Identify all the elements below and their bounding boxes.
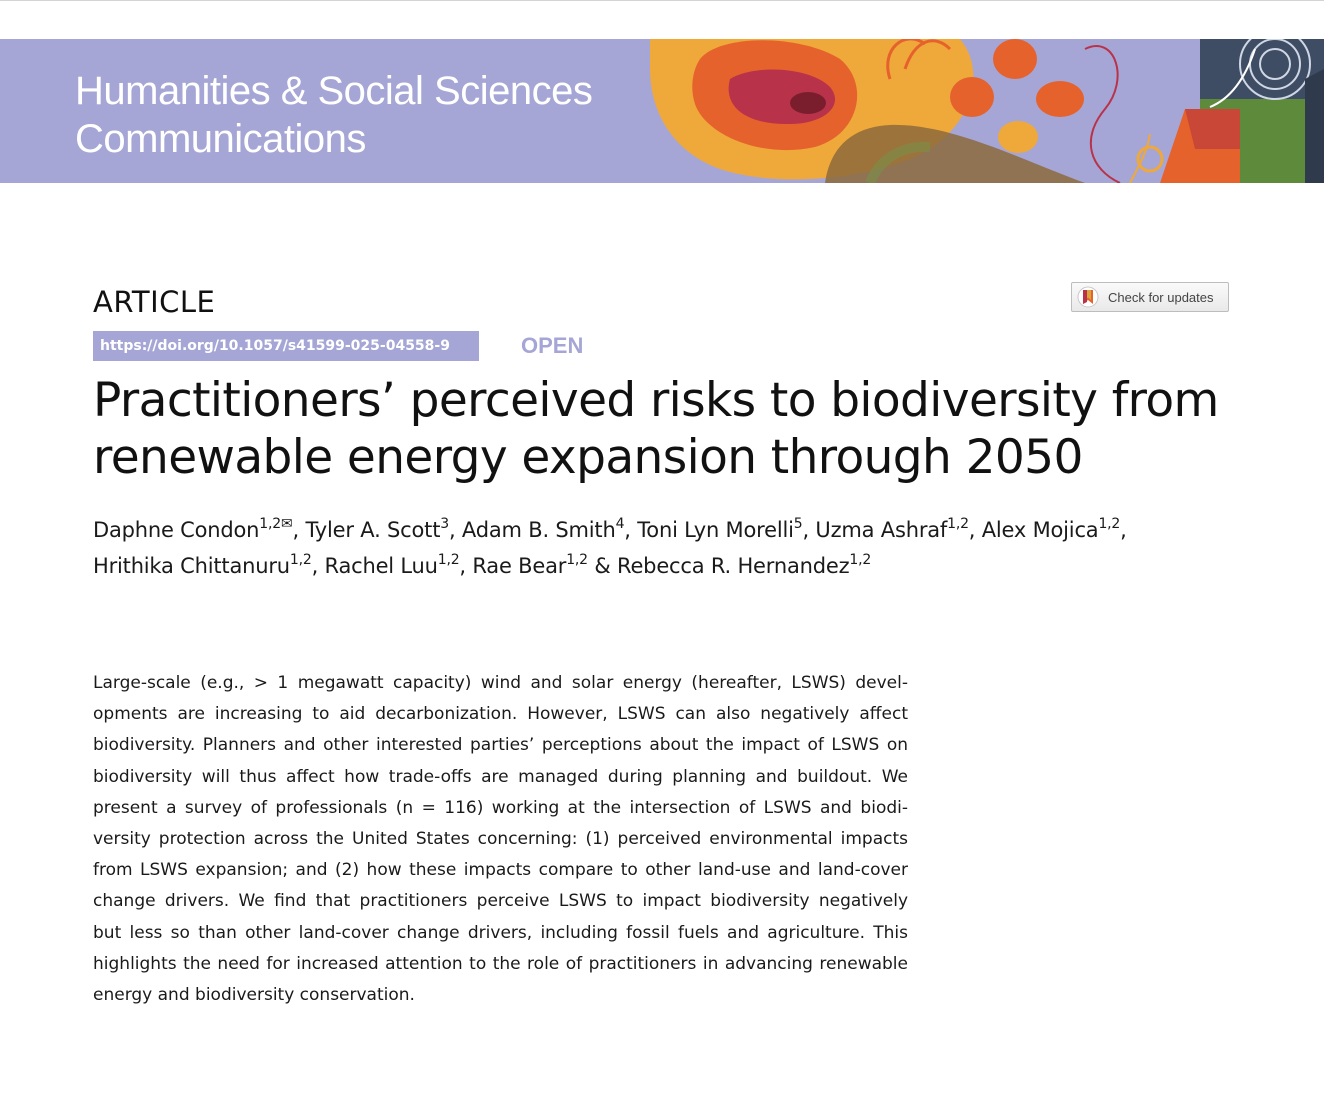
doi-link[interactable]: https://doi.org/10.1057/s41599-025-04558-9: [93, 331, 479, 361]
abstract-line: highlights the need for increased attention to the role of practitioners in advancing renewable: [93, 953, 908, 974]
author-affiliation: 1,2: [289, 552, 312, 568]
abstract-line: biodiversity will thus affect how trade-offs are managed during planning and buildout. We: [93, 766, 908, 787]
title-line-2: renewable energy expansion through 2050: [93, 430, 1083, 485]
author-affiliation: 5: [793, 516, 803, 532]
check-for-updates-button[interactable]: [1071, 282, 1229, 312]
envelope-icon[interactable]: ✉: [280, 516, 293, 532]
title-line-1: Practitioners’ perceived risks to biodiversity from: [93, 373, 1219, 428]
abstract-line: biodiversity. Planners and other interested parties’ perceptions about the impact of LSWS on: [93, 735, 908, 756]
author-affiliation: 1,2: [259, 516, 281, 532]
abstract-line: but less so than other land-cover change drivers, including fossil fuels and agriculture. This: [93, 922, 908, 943]
author-name[interactable]: Uzma Ashraf: [815, 518, 948, 542]
abstract-line: versity protection across the United States concerning: (1) perceived environmental impacts: [93, 829, 908, 850]
open-access-label: OPEN: [521, 333, 584, 358]
abstract: [93, 668, 908, 1011]
bookmark-update-icon: [1077, 286, 1099, 308]
author-affiliation: 1,2: [1098, 516, 1121, 532]
abstract-line: from LSWS expansion; and (2) how these impacts compare to other land-use and land-cover: [93, 860, 908, 881]
author-affiliation: 4: [615, 516, 625, 532]
author-name[interactable]: Rae Bear: [472, 554, 567, 578]
abstract-line: opments are increasing to aid decarbonization. However, LSWS can also negatively affect: [93, 704, 908, 725]
journal-banner: [0, 39, 1324, 183]
author-line-2: Hrithika Chittanuru$^{1,2}$, Rachel Luu$^{1,2}$, Rae Bear$^{1,2}$ & Rebecca R. Hernandez$^{1,2}$: [93, 552, 872, 578]
abstract-line: energy and biodiversity conservation.: [93, 985, 415, 1006]
top-divider: [0, 0, 1324, 1]
author-affiliation: 3: [440, 516, 449, 532]
author-name[interactable]: Adam B. Smith: [461, 518, 616, 542]
abstract-line: Large-scale (e.g., > 1 megawatt capacity) wind and solar energy (hereafter, LSWS) devel-: [93, 673, 908, 693]
journal-title-line2: Communications: [75, 117, 366, 161]
author-list: [93, 512, 1273, 584]
author-name[interactable]: Rachel Luu: [324, 554, 438, 578]
author-name[interactable]: Daphne Condon: [93, 518, 260, 542]
author-affiliation: 1,2: [849, 552, 872, 568]
author-line-1: Daphne Condon$^{1,2✉}$, Tyler A. Scott$^3$, Adam B. Smith$^4$, Toni Lyn Morelli$^5$, Uzma Ashraf$^{1,2}$, Alex Mojica$^{1,2}$,: [93, 516, 1127, 542]
author-name[interactable]: Tyler A. Scott: [305, 518, 441, 542]
abstract-line: present a survey of professionals (n = 116) working at the intersection of LSWS and biodi-: [93, 797, 908, 818]
author-affiliation: 1,2: [947, 516, 969, 532]
journal-title: [75, 67, 592, 163]
article-title: [93, 372, 1273, 486]
author-name[interactable]: Rebecca R. Hernandez: [617, 554, 850, 578]
article-type-label: ARTICLE: [93, 285, 216, 319]
author-name[interactable]: Hrithika Chittanuru: [93, 554, 290, 578]
author-name[interactable]: Alex Mojica: [981, 518, 1099, 542]
author-affiliation: 1,2: [566, 552, 588, 568]
journal-title-line1: Humanities & Social Sciences: [75, 69, 593, 113]
abstract-line: change drivers. We find that practitioners perceive LSWS to impact biodiversity negatively: [93, 891, 908, 912]
author-affiliation: 1,2: [437, 552, 460, 568]
check-for-updates-label: Check for updates: [1108, 289, 1214, 305]
author-name[interactable]: Toni Lyn Morelli: [637, 518, 794, 542]
